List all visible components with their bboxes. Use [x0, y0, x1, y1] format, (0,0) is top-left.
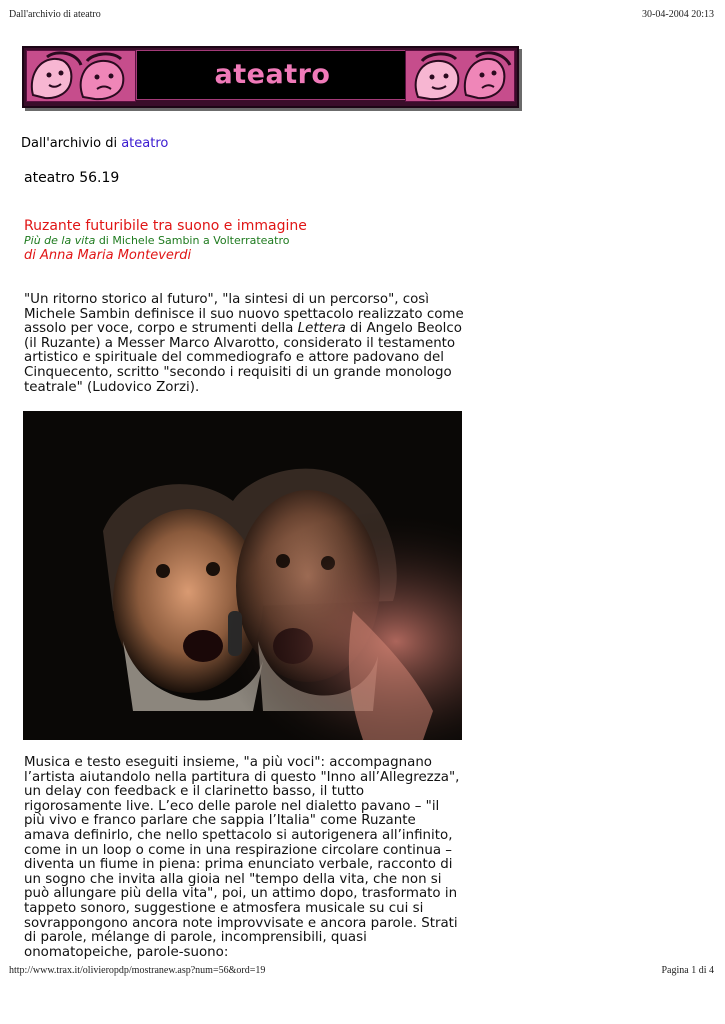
article-title: Ruzante futuribile tra suono e immagine	[24, 218, 307, 234]
print-footer-page: Pagina 1 di 4	[661, 965, 714, 976]
para1-part-a: "Un ritorno storico al futuro", "la sintesi di un percorso", così Michele Sambin definisce il suo nuovo spettacolo realizzato come assolo per voce, corpo e strumenti della	[24, 292, 464, 337]
ateatro-banner[interactable]	[22, 46, 519, 108]
para1-part-b: di Angelo Beolco (il Ruzante) a Messer Marco Alvarotto, considerato il testamento artistico e spirituale del commediografo e attore padovano del Cinquecento, scritto "secondo i requisiti di un grande monologo teatrale" (Ludovico Zorzi).	[24, 321, 462, 395]
print-footer-url: http://www.trax.it/olivieropdp/mostranew.asp?num=56&ord=19	[9, 965, 266, 976]
banner-logo-text: ateatro	[214, 58, 331, 90]
article-header	[24, 218, 464, 264]
print-header-title: Dall'archivio di ateatro	[9, 9, 101, 20]
issue-number: ateatro 56.19	[24, 170, 120, 186]
banner-center	[136, 50, 409, 100]
theatre-masks-icon	[26, 50, 136, 102]
performer-photo	[23, 411, 462, 740]
print-header-datetime: 30-04-2004 20:13	[642, 9, 714, 20]
article-subtitle	[24, 234, 464, 248]
breadcrumb-prefix: Dall'archivio di	[21, 136, 122, 151]
breadcrumb-ateatro-link[interactable]: ateatro	[121, 136, 169, 151]
article-paragraph-1	[24, 293, 464, 395]
theatre-masks-icon	[405, 50, 515, 102]
para1-emphasis: Lettera	[297, 321, 346, 337]
article-author: di Anna Maria Monteverdi	[24, 248, 192, 263]
print-footer	[9, 965, 714, 979]
subtitle-rest: di Michele Sambin a Volterrateatro	[95, 234, 290, 247]
breadcrumb	[21, 136, 168, 151]
show-title: Più de la vita	[24, 234, 96, 247]
article-paragraph-2: Musica e testo eseguiti insieme, "a più voci": accompagnano l’artista aiutandolo nella partitura di questo "Inno all’Allegrezza", un delay con feedback e il clarinetto basso, il tutto rigorosamente live. L’eco delle parole nel dialetto pavano – "il più vivo e franco parlare che sappia l’Italia" come Ruzante amava definirlo, che nello spettacolo si autorigenera all’infinito, come in un loop o come in una respirazione circolare continua – diventa un fiume in piena: prima enunciato verbale, racconto di un sogno che invita alla gioia nel "tempo della vita, che non si può allungare più della vita", poi, un attimo dopo, trasformato in tappeto sonoro, suggestione e atmosfera musicale su cui si sovrappongono ancora note improvvisate e ancora parole. Strati di parole, mélange di parole, incomprensibili, quasi onomatopeiche, parole-suono:	[24, 755, 460, 960]
print-header	[9, 9, 714, 23]
